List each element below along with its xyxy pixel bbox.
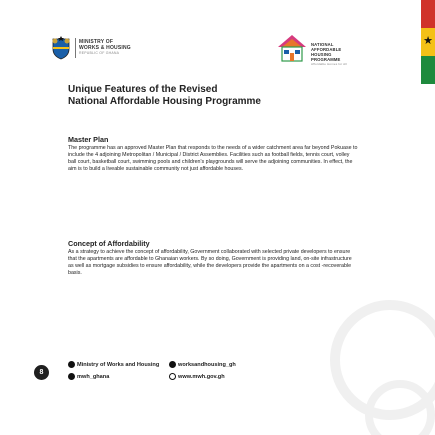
ghana-flag-strip xyxy=(421,0,435,84)
ministry-tagline: REPUBLIC OF GHANA xyxy=(79,51,120,55)
page-number: 8 xyxy=(34,365,49,380)
section-heading: Concept of Affordability xyxy=(68,239,150,248)
twitter-contact[interactable] xyxy=(68,373,109,380)
housing-programme-logo-icon xyxy=(277,34,307,62)
ministry-line-1: MINISTRY OF xyxy=(79,39,114,45)
instagram-contact[interactable] xyxy=(169,361,236,368)
programme-line-2: HOUSING PROGRAMME xyxy=(311,52,341,62)
twitter-label: mwh_ghana xyxy=(77,373,110,380)
black-star-icon: ★ xyxy=(423,35,433,47)
facebook-label: Ministry of Works and Housing xyxy=(77,361,160,368)
instagram-icon xyxy=(169,361,176,368)
programme-tagline: Affordable Homes for All xyxy=(311,62,347,66)
twitter-icon xyxy=(68,373,75,380)
facebook-contact[interactable] xyxy=(68,361,159,368)
coat-of-arms-icon xyxy=(50,36,72,60)
website-contact[interactable] xyxy=(169,373,225,380)
ministry-name xyxy=(79,40,131,57)
website-label: www.mwh.gov.gh xyxy=(178,373,225,380)
programme-name xyxy=(311,42,360,67)
section-body: As a strategy to achieve the concept of affordability, Government collaborated with selected private developers to ensure that the apartments are affordable to Ghanaian workers. By so doing, Government is providing land, on-site infrastructure as well as mortgage subsidies to ensure affordability, while the developers provide the apartments on a cost -recoverable basis. xyxy=(68,249,352,276)
ministry-line-2: WORKS & HOUSING xyxy=(79,44,131,51)
flag-green-band xyxy=(421,56,435,84)
facebook-icon xyxy=(68,361,75,368)
title-line-1: Unique Features of the Revised xyxy=(68,84,218,95)
instagram-label: worksandhousing_gh xyxy=(178,361,236,368)
section-heading: Master Plan xyxy=(68,135,109,144)
title-line-2: National Affordable Housing Programme xyxy=(68,96,261,107)
flag-yellow-band xyxy=(421,28,435,56)
flag-red-band xyxy=(421,0,435,28)
globe-icon xyxy=(169,373,176,380)
section-master-plan xyxy=(68,135,358,173)
page-title xyxy=(68,84,368,108)
section-body: The programme has an approved Master Plan that responds to the needs of a wider catchment area far beyond Pokuase to include the 4 adjoining Metropolitan / Municipal / District Assemblies. Facilities such as football fields, tennis court, volley ball court, basketball court, swimming pools and children's playgrounds will serve the adjoining communities. In effect, the aim is to build a liveable sustainable community not just affordable houses. xyxy=(68,145,358,172)
page-header xyxy=(50,36,360,64)
section-concept-of-affordability xyxy=(68,239,358,277)
programme-line-1: NATIONAL AFFORDABLE xyxy=(311,42,342,52)
header-divider xyxy=(75,38,76,58)
